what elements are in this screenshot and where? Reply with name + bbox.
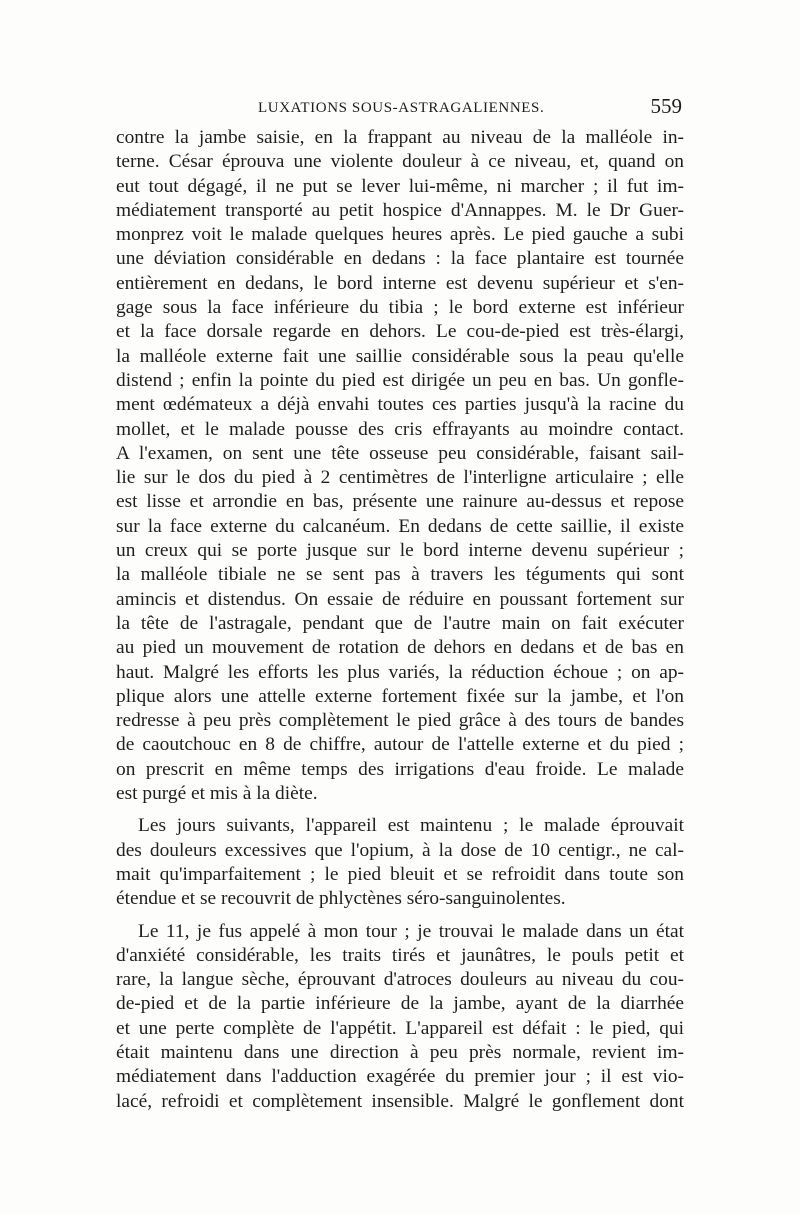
text-line: lie sur le dos du pied à 2 centimètres de l'interligne articulaire ; elle: [116, 467, 684, 489]
page-number: 559: [650, 94, 682, 118]
text-line: mait qu'imparfaitement ; le pied bleuit et se refroidit dans toute son: [116, 863, 684, 885]
page-header: [116, 96, 684, 126]
text-line: sur la face externe du calcanéum. En dedans de cette saillie, il existe: [116, 515, 684, 537]
text-line: distend ; enfin la pointe du pied est dirigée un peu en bas. Un gonfle-: [116, 369, 684, 391]
text-line: ment œdémateux a déjà envahi toutes ces parties jusqu'à la racine du: [116, 394, 684, 416]
paragraph-gap: [116, 806, 684, 814]
text-line: est purgé et mis à la diète.: [116, 783, 318, 805]
text-line: de-pied et de la partie inférieure de la jambe, ayant de la diarrhée: [116, 993, 684, 1015]
body-text: [116, 126, 684, 1114]
text-line: gage sous la face inférieure du tibia ; le bord externe est inférieur: [116, 297, 684, 319]
text-line: médiatement dans l'adduction exagérée du premier jour ; il est vio-: [116, 1066, 684, 1088]
text-line: la tête de l'astragale, pendant que de l'autre main on fait exécuter: [116, 612, 684, 634]
text-line: et une perte complète de l'appétit. L'appareil est défait : le pied, qui: [116, 1017, 684, 1039]
text-line: mollet, et le malade pousse des cris effrayants au moindre contact.: [116, 418, 684, 440]
text-line: redresse à peu près complètement le pied grâce à des tours de bandes: [116, 710, 684, 732]
text-line: un creux qui se porte jusque sur le bord interne devenu supérieur ;: [116, 540, 684, 562]
text-line: rare, la langue sèche, éprouvant d'atroces douleurs au niveau du cou-: [116, 969, 684, 991]
text-line: entièrement en dedans, le bord interne est devenu supérieur et s'en-: [116, 272, 684, 294]
text-line: A l'examen, on sent une tête osseuse peu considérable, faisant sail-: [116, 442, 684, 464]
text-line: haut. Malgré les efforts les plus variés, la réduction échoue ; on ap-: [116, 661, 684, 683]
text-line: était maintenu dans une direction à peu près normale, revient im-: [116, 1041, 684, 1063]
text-line: est lisse et arrondie en bas, présente une rainure au-dessus et repose: [116, 491, 684, 513]
text-line: amincis et distendus. On essaie de réduire en poussant fortement sur: [116, 588, 684, 610]
text-line: d'anxiété considérable, les traits tirés et jaunâtres, le pouls petit et: [116, 944, 684, 966]
paragraph-gap: [116, 912, 684, 920]
text-line: terne. César éprouva une violente douleur à ce niveau, et, quand on: [116, 151, 684, 173]
text-line: Les jours suivants, l'appareil est maintenu ; le malade éprouvait: [138, 815, 684, 837]
text-line: monprez voit le malade quelques heures après. Le pied gauche a subi: [116, 224, 684, 246]
text-line: contre la jambe saisie, en la frappant au niveau de la malléole in-: [116, 127, 684, 148]
text-line: une déviation considérable en dedans : la face plantaire est tournée: [116, 248, 684, 270]
text-line: Le 11, je fus appelé à mon tour ; je trouvai le malade dans un état: [138, 920, 684, 942]
text-line: étendue et se recouvrit de phlyctènes séro-sanguinolentes.: [116, 888, 566, 910]
text-line: plique alors une attelle externe fortement fixée sur la jambe, et l'on: [116, 685, 684, 707]
running-title: LUXATIONS SOUS-ASTRAGALIENNES.: [258, 100, 545, 116]
text-line: au pied un mouvement de rotation de dehors en dedans et de bas en: [116, 637, 684, 659]
text-line: lacé, refroidi et complètement insensible. Malgré le gonflement dont: [116, 1090, 684, 1112]
text-line: eut tout dégagé, il ne put se lever lui-même, ni marcher ; il fut im-: [116, 175, 684, 197]
text-line: médiatement transporté au petit hospice d'Annappes. M. le Dr Guer-: [116, 199, 684, 221]
text-line: des douleurs excessives que l'opium, à la dose de 10 centigr., ne cal-: [116, 839, 684, 861]
text-line: on prescrit en même temps des irrigations d'eau froide. Le malade: [116, 758, 684, 780]
text-line: la malléole externe fait une saillie considérable sous la peau qu'elle: [116, 345, 684, 367]
text-line: et la face dorsale regarde en dehors. Le cou-de-pied est très-élargi,: [116, 321, 684, 343]
text-line: de caoutchouc en 8 de chiffre, autour de l'attelle externe et du pied ;: [116, 734, 684, 756]
text-line: la malléole tibiale ne se sent pas à travers les téguments qui sont: [116, 564, 684, 586]
